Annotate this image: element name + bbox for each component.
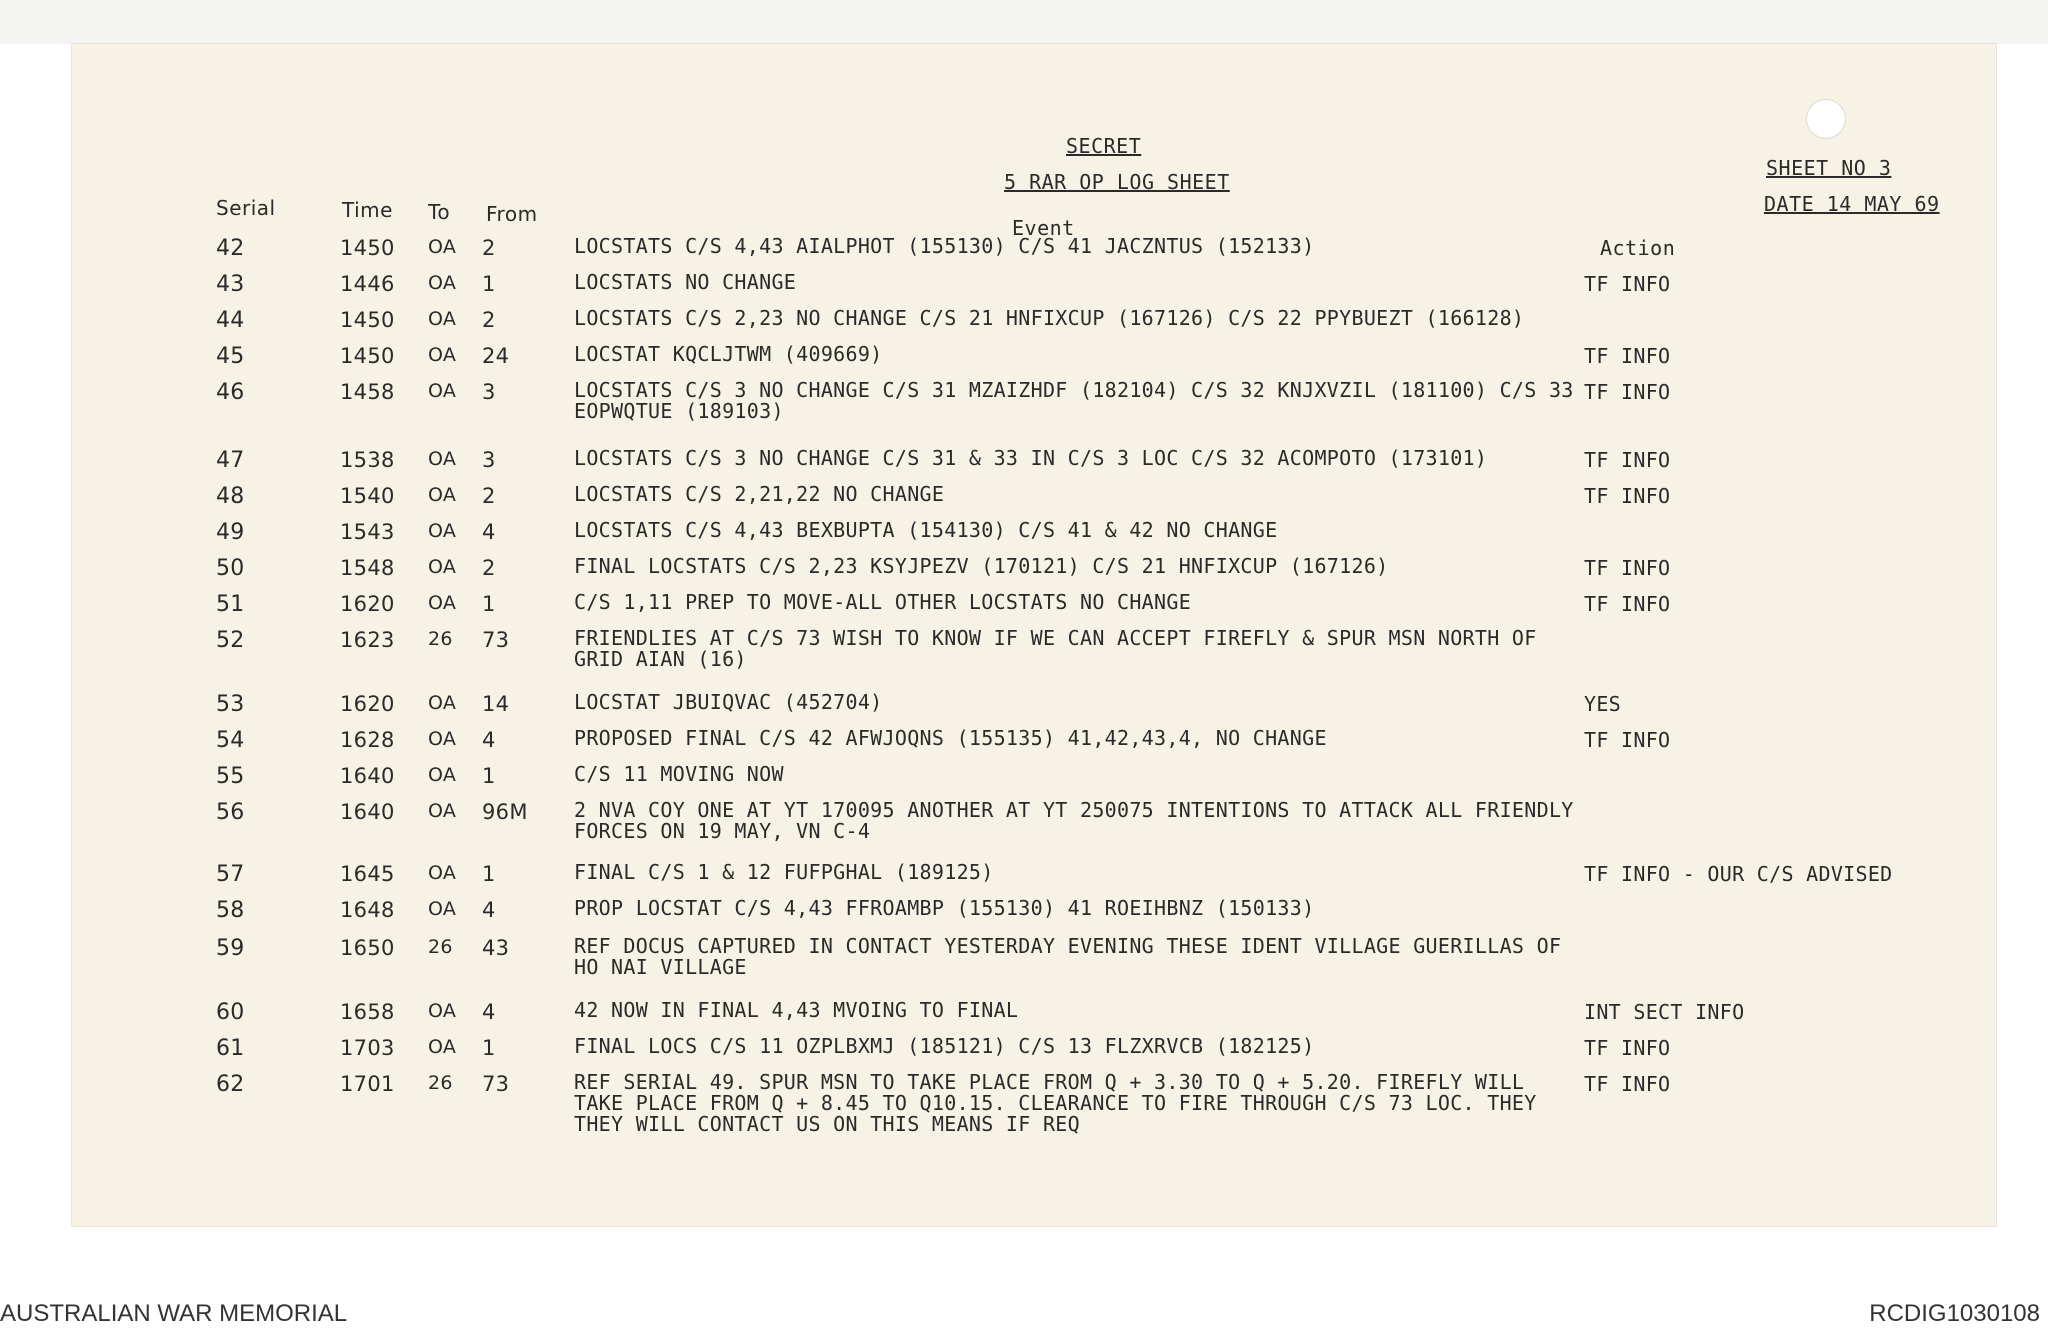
log-row-time: 1450 <box>340 308 395 332</box>
log-row <box>0 344 2048 380</box>
log-row-time: 1446 <box>340 272 395 296</box>
log-row-time: 1658 <box>340 1000 395 1024</box>
column-header-to: To <box>428 200 451 224</box>
log-row-from: 3 <box>482 448 496 472</box>
log-row-time: 1650 <box>340 936 395 960</box>
footer-id: RCDIG1030108 <box>1869 1300 2040 1327</box>
log-row-action: TF INFO <box>1584 380 1671 404</box>
log-row-from: 43 <box>482 936 510 960</box>
log-row-action: YES <box>1584 692 1622 716</box>
log-row-event: 2 NVA COY ONE AT YT 170095 ANOTHER AT YT 250075 INTENTIONS TO ATTACK ALL FRIENDLY FORCES ON 19 MAY, VN C-4 <box>574 798 1574 843</box>
log-row-event: LOCSTATS C/S 3 NO CHANGE C/S 31 MZAIZHDF (182104) C/S 32 KNJXVZIL (181100) C/S 33 EOPWQTUE (189103) <box>574 378 1574 423</box>
log-row-from: 4 <box>482 728 496 752</box>
log-row-time: 1645 <box>340 862 395 886</box>
log-row-from: 1 <box>482 862 496 886</box>
log-row-serial: 44 <box>216 308 245 333</box>
log-row-from: 3 <box>482 380 496 404</box>
log-row-event: LOCSTAT KQCLJTWM (409669) <box>574 342 883 366</box>
log-row-to: OA <box>428 800 457 822</box>
log-row <box>0 556 2048 592</box>
punch-hole <box>1806 99 1846 139</box>
log-row-serial: 61 <box>216 1036 245 1061</box>
log-row <box>0 692 2048 728</box>
log-row-serial: 58 <box>216 898 245 923</box>
log-row-to: 26 <box>428 936 453 958</box>
log-row-from: 96M <box>482 800 528 824</box>
log-row-serial: 57 <box>216 862 245 887</box>
log-row-action: TF INFO <box>1584 344 1671 368</box>
log-row-time: 1540 <box>340 484 395 508</box>
log-row-from: 4 <box>482 898 496 922</box>
log-row-to: OA <box>428 308 457 330</box>
log-row-from: 14 <box>482 692 510 716</box>
log-row-time: 1620 <box>340 592 395 616</box>
log-row-serial: 45 <box>216 344 245 369</box>
log-row-event: 42 NOW IN FINAL 4,43 MVOING TO FINAL <box>574 998 1019 1022</box>
log-row-to: OA <box>428 898 457 920</box>
log-row-serial: 56 <box>216 800 245 825</box>
log-row-serial: 51 <box>216 592 245 617</box>
log-row-action: TF INFO <box>1584 1036 1671 1060</box>
log-row-time: 1538 <box>340 448 395 472</box>
log-row-serial: 47 <box>216 448 245 473</box>
log-row-time: 1640 <box>340 800 395 824</box>
log-row-from: 2 <box>482 236 496 260</box>
log-row-from: 1 <box>482 764 496 788</box>
log-row <box>0 862 2048 898</box>
log-row <box>0 1000 2048 1036</box>
log-row-to: OA <box>428 862 457 884</box>
log-row <box>0 484 2048 520</box>
log-row-to: OA <box>428 344 457 366</box>
log-row-from: 1 <box>482 592 496 616</box>
log-row-from: 4 <box>482 1000 496 1024</box>
log-row-time: 1701 <box>340 1072 395 1096</box>
log-row-from: 24 <box>482 344 510 368</box>
log-row-to: 26 <box>428 628 453 650</box>
column-header-from: From <box>486 202 538 226</box>
log-row-to: OA <box>428 236 457 258</box>
log-row-to: OA <box>428 592 457 614</box>
log-row-to: OA <box>428 448 457 470</box>
log-row <box>0 272 2048 308</box>
log-row-time: 1640 <box>340 764 395 788</box>
log-row-serial: 48 <box>216 484 245 509</box>
log-row <box>0 728 2048 764</box>
log-row-serial: 62 <box>216 1072 245 1097</box>
log-row-from: 2 <box>482 308 496 332</box>
log-row-event: FINAL LOCS C/S 11 OZPLBXMJ (185121) C/S 13 FLZXRVCB (182125) <box>574 1034 1315 1058</box>
log-row-serial: 52 <box>216 628 245 653</box>
log-row-from: 1 <box>482 272 496 296</box>
log-row <box>0 934 2048 979</box>
log-row-to: 26 <box>428 1072 453 1094</box>
log-row-event: LOCSTAT JBUIQVAC (452704) <box>574 690 883 714</box>
sheet-title: 5 RAR OP LOG SHEET <box>1004 170 1230 194</box>
log-row-event: LOCSTATS C/S 3 NO CHANGE C/S 31 & 33 IN C/S 3 LOC C/S 32 ACOMPOTO (173101) <box>574 446 1488 470</box>
log-row-time: 1628 <box>340 728 395 752</box>
log-row-action: TF INFO <box>1584 728 1671 752</box>
log-row-event: LOCSTATS C/S 2,23 NO CHANGE C/S 21 HNFIXCUP (167126) C/S 22 PPYBUEZT (166128) <box>574 306 1525 330</box>
log-row-to: OA <box>428 728 457 750</box>
column-header-action: Action <box>1600 236 1676 260</box>
log-row-serial: 46 <box>216 380 245 405</box>
column-header-event: Event <box>1012 216 1075 240</box>
log-row-action: TF INFO <box>1584 272 1671 296</box>
log-row-action: TF INFO <box>1584 448 1671 472</box>
sheet-number: SHEET NO 3 <box>1766 156 1892 180</box>
log-row-time: 1623 <box>340 628 395 652</box>
log-row <box>0 520 2048 556</box>
log-row-event: FINAL LOCSTATS C/S 2,23 KSYJPEZV (170121) C/S 21 HNFIXCUP (167126) <box>574 554 1389 578</box>
log-row-action: TF INFO <box>1584 484 1671 508</box>
log-row-time: 1620 <box>340 692 395 716</box>
log-row-from: 2 <box>482 484 496 508</box>
log-row-event: LOCSTATS NO CHANGE <box>574 270 797 294</box>
log-row-time: 1648 <box>340 898 395 922</box>
log-row-event: PROPOSED FINAL C/S 42 AFWJOQNS (155135) 41,42,43,4, NO CHANGE <box>574 726 1327 750</box>
log-row-time: 1458 <box>340 380 395 404</box>
log-row-from: 73 <box>482 628 510 652</box>
log-row-to: OA <box>428 272 457 294</box>
log-row-action: TF INFO <box>1584 592 1671 616</box>
log-row-event: LOCSTATS C/S 4,43 BEXBUPTA (154130) C/S 41 & 42 NO CHANGE <box>574 518 1278 542</box>
log-row-time: 1543 <box>340 520 395 544</box>
log-row-action: INT SECT INFO <box>1584 1000 1745 1024</box>
log-row <box>0 1070 2048 1136</box>
log-row <box>0 626 2048 671</box>
log-row-to: OA <box>428 556 457 578</box>
log-row-from: 73 <box>482 1072 510 1096</box>
footer-source: AUSTRALIAN WAR MEMORIAL <box>0 1300 348 1327</box>
classification-heading: SECRET <box>1066 134 1142 158</box>
log-row <box>0 448 2048 484</box>
log-row-time: 1548 <box>340 556 395 580</box>
log-row-from: 4 <box>482 520 496 544</box>
log-row-event: LOCSTATS C/S 4,43 AIALPHOT (155130) C/S 41 JACZNTUS (152133) <box>574 234 1315 258</box>
log-row-to: OA <box>428 520 457 542</box>
log-row-serial: 60 <box>216 1000 245 1025</box>
log-row-serial: 53 <box>216 692 245 717</box>
log-row <box>0 764 2048 800</box>
log-row-to: OA <box>428 764 457 786</box>
log-row-to: OA <box>428 380 457 402</box>
log-row-serial: 42 <box>216 236 245 261</box>
log-row-to: OA <box>428 1036 457 1058</box>
log-row-time: 1450 <box>340 344 395 368</box>
log-row-event: LOCSTATS C/S 2,21,22 NO CHANGE <box>574 482 945 506</box>
log-row-from: 2 <box>482 556 496 580</box>
log-row-to: OA <box>428 1000 457 1022</box>
log-row <box>0 798 2048 843</box>
log-row <box>0 1036 2048 1072</box>
log-row-serial: 59 <box>216 936 245 961</box>
log-row-to: OA <box>428 692 457 714</box>
log-row <box>0 378 2048 423</box>
log-row-from: 1 <box>482 1036 496 1060</box>
log-row-serial: 43 <box>216 272 245 297</box>
log-row-serial: 50 <box>216 556 245 581</box>
log-row <box>0 898 2048 934</box>
log-row-event: FINAL C/S 1 & 12 FUFPGHAL (189125) <box>574 860 994 884</box>
log-row <box>0 236 2048 272</box>
log-row-event: FRIENDLIES AT C/S 73 WISH TO KNOW IF WE CAN ACCEPT FIREFLY & SPUR MSN NORTH OF GRID AIAN (16) <box>574 626 1537 671</box>
log-row-action: TF INFO <box>1584 1072 1671 1096</box>
log-row <box>0 592 2048 628</box>
column-header-serial: Serial <box>216 196 276 220</box>
log-row-event: C/S 11 MOVING NOW <box>574 762 784 786</box>
log-row-to: OA <box>428 484 457 506</box>
log-row-action: TF INFO <box>1584 556 1671 580</box>
log-row-time: 1450 <box>340 236 395 260</box>
column-header-time: Time <box>342 198 393 222</box>
log-row-event: C/S 1,11 PREP TO MOVE-ALL OTHER LOCSTATS NO CHANGE <box>574 590 1192 614</box>
log-row-serial: 54 <box>216 728 245 753</box>
log-row-serial: 49 <box>216 520 245 545</box>
sheet-date: DATE 14 MAY 69 <box>1764 192 1940 216</box>
top-band <box>0 0 2048 44</box>
log-row-event: REF SERIAL 49. SPUR MSN TO TAKE PLACE FROM Q + 3.30 TO Q + 5.20. FIREFLY WILL TAKE PLACE FROM Q + 8.45 TO Q10.15. CLEARANCE TO FIRE THROUGH C/S 73 LOC. THEY THEY WILL CONTACT US ON THIS MEANS IF REQ <box>574 1070 1537 1136</box>
log-row-event: REF DOCUS CAPTURED IN CONTACT YESTERDAY EVENING THESE IDENT VILLAGE GUERILLAS OF HO NAI VILLAGE <box>574 934 1562 979</box>
log-row <box>0 308 2048 344</box>
log-row-action: TF INFO - OUR C/S ADVISED <box>1584 862 1893 886</box>
log-row-event: PROP LOCSTAT C/S 4,43 FFROAMBP (155130) 41 ROEIHBNZ (150133) <box>574 896 1315 920</box>
log-row-serial: 55 <box>216 764 245 789</box>
log-row-time: 1703 <box>340 1036 395 1060</box>
